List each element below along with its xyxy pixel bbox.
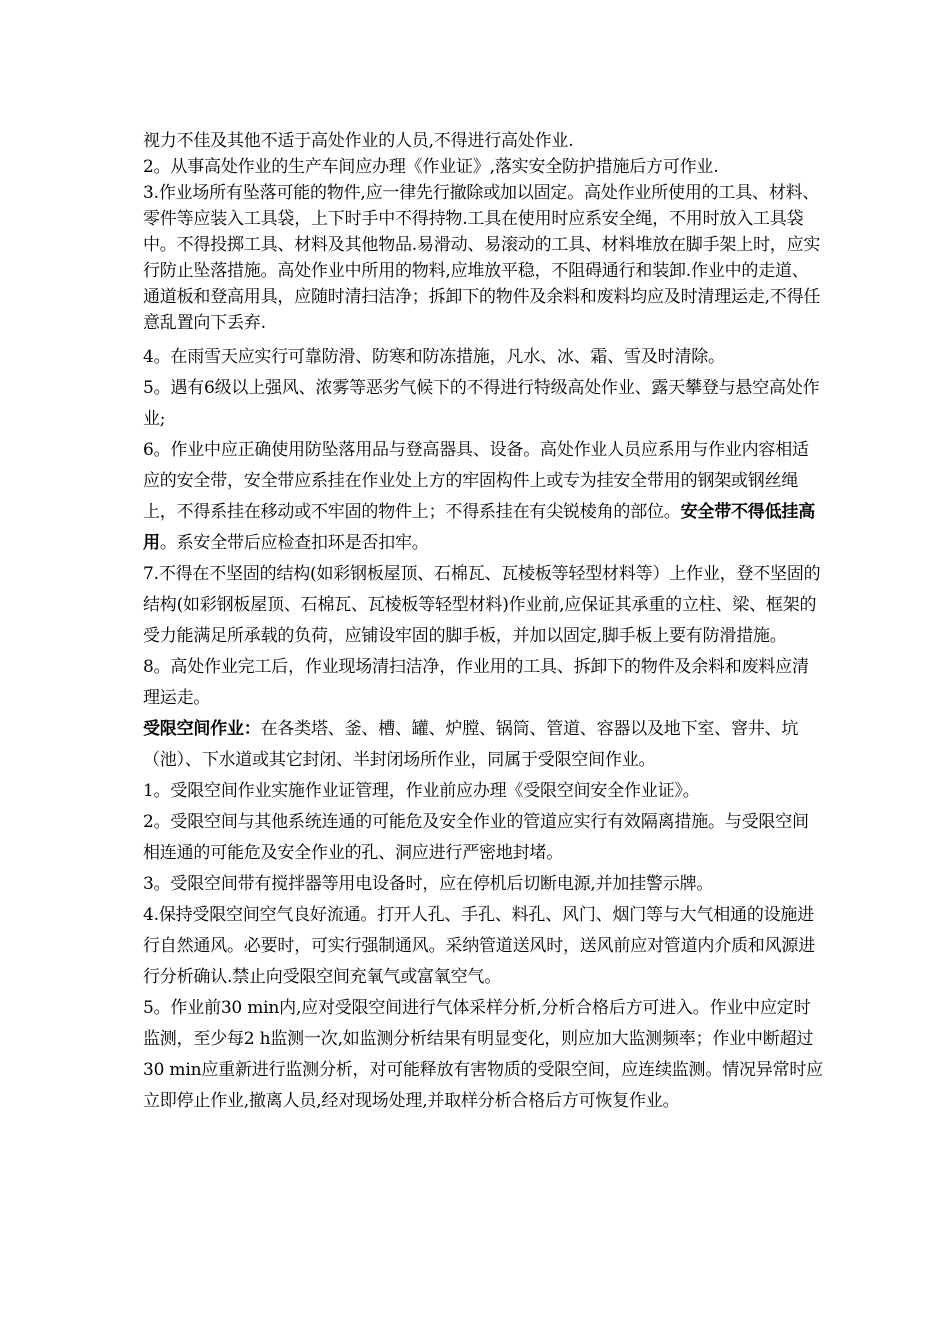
paragraph-item-4: 4。在雨雪天应实行可靠防滑、防寒和防冻措施，凡水、冰、霜、雪及时清除。 <box>143 347 725 367</box>
paragraph-confined-1: 1。受限空间作业实施作业证管理，作业前应办理《受限空间安全作业证》。 <box>143 781 700 801</box>
paragraph-confined-4: 4.保持受限空间空气良好流通。打开人孔、手孔、料孔、风门、烟门等与大气相通的设施进行自然通风。必要时，可实行强制通风。采纳管道送风时，送风前应对管道内介质和风源进行分析确认.禁止向受限空间充氧气或富氧空气。 <box>143 905 815 987</box>
paragraph-item-6-text: 6。作业中应正确使用防坠落用品与登高器具、设备。高处作业人员应系用与作业内容相适应的安全带，安全带应系挂在作业处上方的牢固构件上或专为挂安全带用的钢架或钢丝绳上，不得系挂在移动或不牢固的物件上；不得系挂在有尖锐棱角的部位。 <box>143 440 809 522</box>
paragraph-confined-3: 3。受限空间带有搅拌器等用电设备时，应在停机后切断电源,并加挂警示牌。 <box>143 874 714 894</box>
paragraph-item-6-tail: 。系安全带后应检查扣环是否扣牢。 <box>159 533 429 553</box>
confined-space-definition: 在各类塔、釜、槽、罐、炉膛、锅筒、管道、容器以及地下室、窨井、坑（池）、下水道或其它封闭、半封闭场所作业，同属于受限空间作业。 <box>143 719 799 770</box>
paragraph-item-6 <box>143 435 823 559</box>
paragraph-item-5: 5。遇有6级以上强风、浓雾等恶劣气候下的不得进行特级高处作业、露天攀登与悬空高处作业; <box>143 378 820 429</box>
paragraph-intro: 视力不佳及其他不适于高处作业的人员,不得进行高处作业. <box>143 131 574 151</box>
safety-belt-warning: 安全带不得低挂高用 <box>143 502 816 553</box>
paragraph-item-7: 7.不得在不坚固的结构(如彩钢板屋顶、石棉瓦、瓦棱板等轻型材料等）上作业，登不坚固的结构(如彩钢板屋顶、石棉瓦、瓦棱板等轻型材料)作业前,应保证其承重的立柱、梁、框架的受力能满足所承载的负荷，应铺设牢固的脚手板，并加以固定,脚手板上要有防滑措施。 <box>143 564 821 646</box>
document-body <box>143 128 823 1117</box>
paragraph-item-8: 8。高处作业完工后，作业现场清扫洁净，作业用的工具、拆卸下的物件及余料和废料应清理运走。 <box>143 657 809 708</box>
paragraph-confined-5: 5。作业前30 min内,应对受限空间进行气体采样分析,分析合格后方可进入。作业中应定时监测，至少每2 h监测一次,如监测分析结果有明显变化，则应加大监测频率；作业中断超过30 min应重新进行监测分析，对可能释放有害物质的受限空间，应连续监测。情况异常时应立即停止作业,撤离人员,经对现场处理,并取样分析合格后方可恢复作业。 <box>143 998 823 1111</box>
paragraph-confined-2: 2。受限空间与其他系统连通的可能危及安全作业的管道应实行有效隔离措施。与受限空间相连通的可能危及安全作业的孔、洞应进行严密地封堵。 <box>143 812 809 863</box>
section-heading-confined-space: 受限空间作业： <box>143 719 261 739</box>
paragraph-confined-space <box>143 714 823 776</box>
paragraph-item-2: 2。从事高处作业的生产车间应办理《作业证》,落实安全防护措施后方可作业. <box>143 157 719 177</box>
paragraph-item-3: 3.作业场所有坠落可能的物件,应一律先行撤除或加以固定。高处作业所使用的工具、材料、零件等应装入工具袋，上下时手中不得持物.工具在使用时应系安全绳，不用时放入工具袋中。不得投掷工具、材料及其他物品.易滑动、易滚动的工具、材料堆放在脚手架上时，应实行防止坠落措施。高处作业中所用的物料,应堆放平稳，不阻碍通行和装卸.作业中的走道、通道板和登高用具，应随时清扫洁净；拆卸下的物件及余料和废料均应及时清理运走,不得任意乱置向下丢弃. <box>143 183 821 333</box>
